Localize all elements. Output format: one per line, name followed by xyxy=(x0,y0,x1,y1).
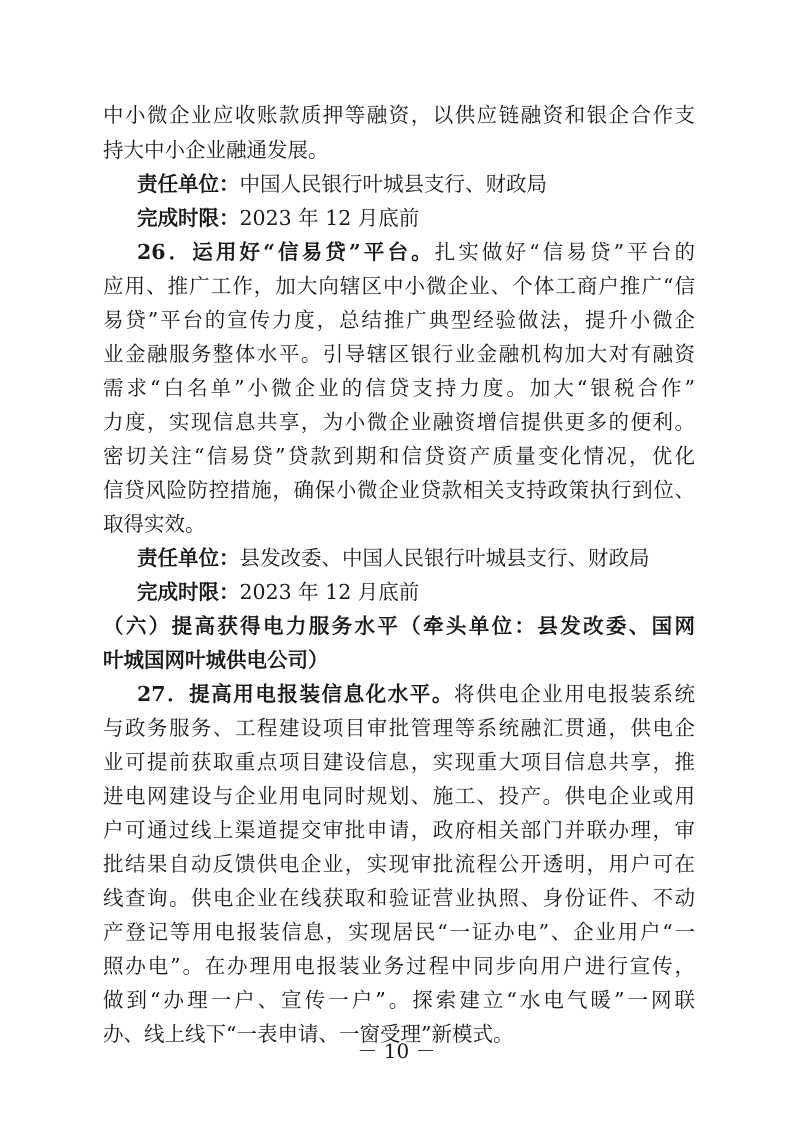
body-line: 进电网建设与企业用电同时规划、施工、投产。供电企业或用 xyxy=(103,784,695,808)
responsible-unit-label: 责任单位： xyxy=(137,172,240,196)
deadline-label: 完成时限： xyxy=(137,206,240,230)
page-number: － 10 － xyxy=(357,1039,436,1063)
body-line: 易贷”平台的宣传力度，总结推广典型经验做法，提升小微企 xyxy=(103,308,695,332)
body-line: 需求“白名单”小微企业的信贷支持力度。加大“银税合作” xyxy=(103,376,695,400)
body-line: 力度，实现信息共享，为小微企业融资增信提供更多的便利。 xyxy=(103,410,695,434)
responsible-unit-line: 责任单位：中国人民银行叶城县支行、财政局 xyxy=(137,172,547,196)
body-line: 持大中小企业融通发展。 xyxy=(103,138,329,162)
body-line: 与政务服务、工程建设项目审批管理等系统融汇贯通，供电企 xyxy=(103,716,695,740)
responsible-unit-line: 责任单位：县发改委、中国人民银行叶城县支行、财政局 xyxy=(137,546,650,570)
deadline-line: 完成时限：2023 年 12 月底前 xyxy=(137,206,420,230)
deadline-label: 完成时限： xyxy=(137,580,240,604)
section-heading: 叶城国网叶城供电公司） xyxy=(103,648,329,672)
body-line: 产登记等用电报装信息，实现居民“一证办电”、企业用户“一 xyxy=(103,920,695,944)
body-line: 做到“办理一户、宣传一户”。探索建立“水电气暖”一网联 xyxy=(103,988,695,1012)
section-heading: （六）提高获得电力服务水平（牵头单位：县发改委、国网 xyxy=(103,614,695,638)
body-line: 业金融服务整体水平。引导辖区银行业金融机构加大对有融资 xyxy=(103,342,695,366)
body-line: 批结果自动反馈供电企业，实现审批流程公开透明，用户可在 xyxy=(103,852,695,876)
body-line: 信贷风险防控措施，确保小微企业贷款相关支持政策执行到位、 xyxy=(103,478,695,502)
item-27-heading-line: 27．提高用电报装信息化水平。将供电企业用电报装系统 xyxy=(137,682,695,706)
body-line: 线查询。供电企业在线获取和验证营业执照、身份证件、不动 xyxy=(103,886,695,910)
body-line: 办、线上线下“一表申请、一窗受理”新模式。 xyxy=(103,1022,514,1046)
item-27-title: 27．提高用电报装信息化水平。 xyxy=(137,682,454,706)
deadline-line: 完成时限：2023 年 12 月底前 xyxy=(137,580,420,604)
body-line: 业可提前获取重点项目建设信息，实现重大项目信息共享，推 xyxy=(103,750,695,774)
body-line: 密切关注“信易贷”贷款到期和信贷资产质量变化情况，优化 xyxy=(103,444,695,468)
item-26-title: 26．运用好“信易贷”平台。 xyxy=(137,240,435,264)
body-line: 应用、推广工作，加大向辖区中小微企业、个体工商户推广“信 xyxy=(103,274,695,298)
responsible-unit-label: 责任单位： xyxy=(137,546,240,570)
body-line: 户可通过线上渠道提交审批申请，政府相关部门并联办理，审 xyxy=(103,818,695,842)
body-line: 中小微企业应收账款质押等融资，以供应链融资和银企合作支 xyxy=(103,103,695,127)
item-26-heading-line: 26．运用好“信易贷”平台。扎实做好“信易贷”平台的 xyxy=(137,240,695,264)
body-line: 取得实效。 xyxy=(103,512,206,536)
body-line: 照办电”。在办理用电报装业务过程中同步向用户进行宣传， xyxy=(103,954,695,978)
